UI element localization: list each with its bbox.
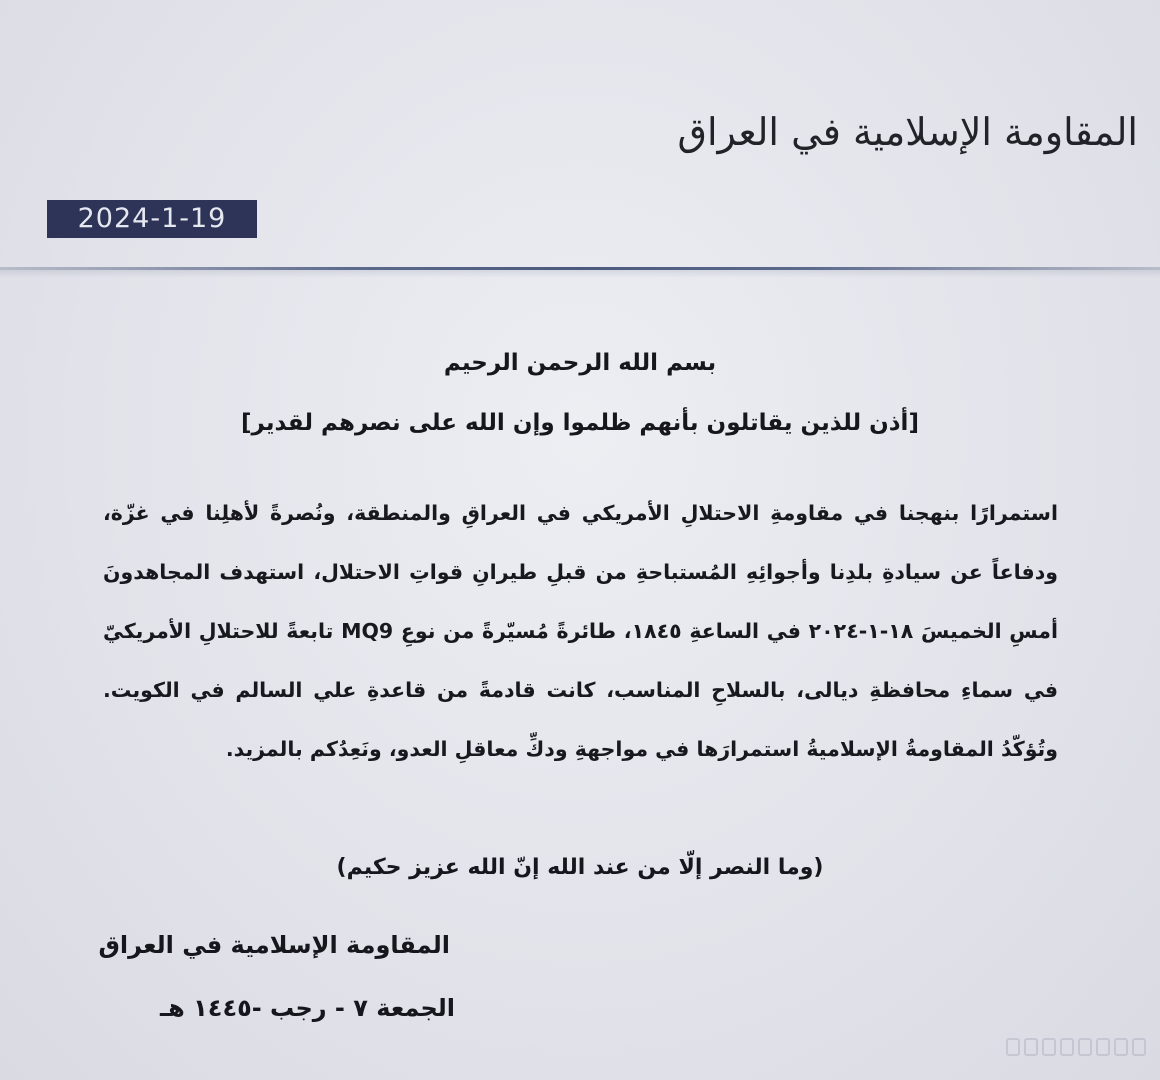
organization-logo: المقاومة الإسلامية في العراق — [677, 110, 1138, 154]
watermark — [926, 1038, 1146, 1060]
watermark-glyph — [1006, 1038, 1020, 1056]
watermark-glyph — [1078, 1038, 1092, 1056]
signature: المقاومة الإسلامية في العراق — [98, 931, 450, 959]
opening-verse: [أذن للذين يقاتلون بأنهم ظلموا وإن الله على نصرهم لقدير] — [241, 410, 919, 436]
watermark-glyph — [1096, 1038, 1110, 1056]
basmala: بسم الله الرحمن الرحيم — [443, 350, 717, 376]
watermark-glyph — [1114, 1038, 1128, 1056]
hijri-date: الجمعة ٧ - رجب -١٤٤٥ هـ — [159, 994, 455, 1022]
watermark-glyph — [1042, 1038, 1056, 1056]
date-badge: 2024-1-19 — [47, 200, 257, 238]
watermark-glyph — [1024, 1038, 1038, 1056]
closing-verse: (وما النصر إلّا من عند الله إنّ الله عزيز حكيم) — [336, 855, 824, 880]
watermark-glyph — [1132, 1038, 1146, 1056]
header-divider-shadow — [0, 270, 1160, 278]
statement-body: استمرارًا بنهجنا في مقاومةِ الاحتلالِ الأمريكي في العراقِ والمنطقة، ونُصرةً لأهلِنا في غزّة، ودفاعاً عن سيادةِ بلدِنا وأجوائِهِ المُستباحةِ من قبلِ طيرانِ قواتِ الاحتلال، استهدف المجاهدونَ أمسِ الخميسَ ١٨-١-٢٠٢٤ في الساعةِ ١٨٤٥، طائرةً مُسيّرةً من نوعِ MQ9 تابعةً للاحتلالِ الأمريكيّ في سماءِ محافظةِ ديالى، بالسلاحِ المناسب، كانت قادمةً من قاعدةِ علي السالم في الكويت. وتُؤكّدُ المقاومةُ الإسلاميةُ استمرارَها في مواجهةِ ودكِّ معاقلِ العدو، ونَعِدُكم بالمزيد. — [103, 501, 1059, 761]
watermark-glyph — [1060, 1038, 1074, 1056]
